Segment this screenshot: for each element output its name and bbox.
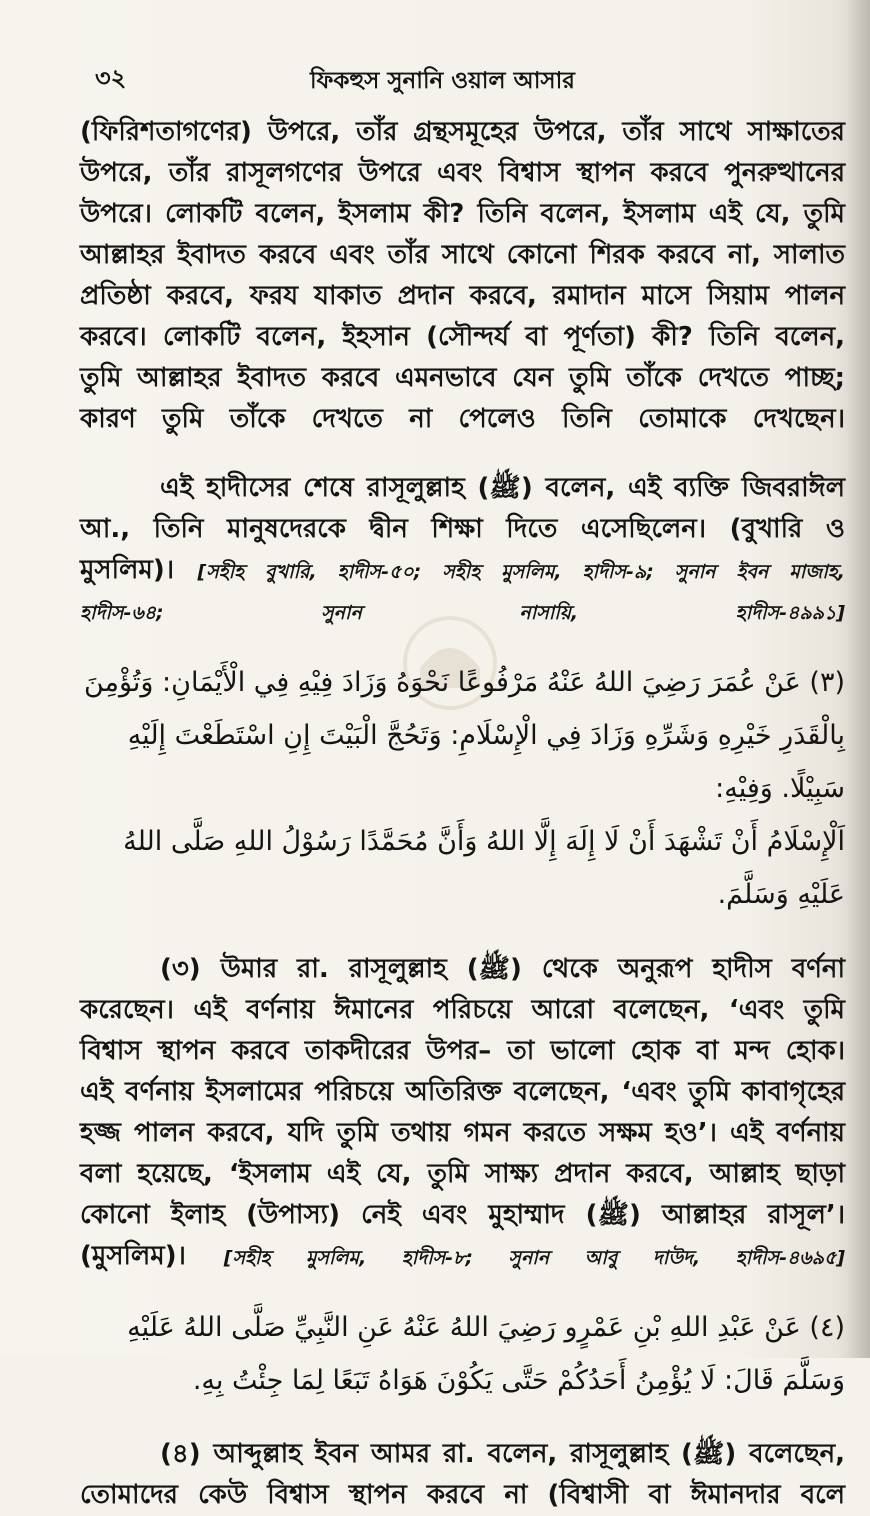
arabic-hadith-3: (٣) عَنْ عُمَرَ رَضِيَ اللهُ عَنْهُ مَرْفُوعًا نَحْوَهُ وَزَادَ فِيْهِ فِي الْأَيْمَانِ: وَتُؤْمِنَ بِالْقَدَرِ خَيْرِهِ وَشَرِّهِ وَزَادَ فِي الْإِسْلَامِ: وَتَحُجَّ الْبَيْتَ إِنِ اسْتَطَعْتَ إِلَيْهِ سَبِيْلًا. وَفِيْهِ: اَلْإِسْلَامُ أَنْ تَشْهَدَ أَنْ لَا إِلَهَ إِلَّا اللهُ وَأَنَّ مُحَمَّدًا رَسُوْلُ اللهِ صَلَّى اللهُ عَلَيْهِ وَسَلَّمَ.: [83, 667, 845, 910]
paragraph-3-citation-line: [80, 1236, 845, 1279]
paragraph-1: (ফিরিশতাগণের) উপরে, তাঁর গ্রন্থসমূহের উপরে, তাঁর সাথে সাক্ষাতের উপরে, তাঁর রাসূলগণের উপরে এবং বিশ্বাস স্থাপন করবে পুনরুত্থানের উপরে। লোকটি বলেন, ইসলাম কী? তিনি বলেন, ইসলাম এই যে, তুমি আল্লাহর ইবাদত করবে এবং তাঁর সাথে কোনো শিরক করবে না, সালাত প্রতিষ্ঠা করবে, ফরয যাকাত প্রদান করবে, রমাদান মাসে সিয়াম পালন করবে। লোকটি বলেন, ইহসান (সৌন্দর্য বা পূর্ণতা) কী? তিনি বলেন, তুমি আল্লাহর ইবাদত করবে এমনভাবে যেন তুমি তাঁকে দেখতে পাচ্ছ;: [80, 117, 845, 393]
running-title: ফিকহুস সুনানি ওয়াল আসার: [310, 68, 575, 94]
page-number: ৩২: [95, 64, 127, 92]
page-edge-shadow: [846, 0, 870, 1358]
paragraph-3-end: (মুসলিম)।: [80, 1241, 186, 1271]
paragraph-3: (৩) উমার রা. রাসূলুল্লাহ (ﷺ) থেকে অনুরূপ হাদীস বর্ণনা করেছেন। এই বর্ণনায় ঈমানের পরিচয়ে আরো বলেছেন, ‘এবং তুমি বিশ্বাস স্থাপন করবে তাকদীরের উপর– তা ভালো হোক বা মন্দ হোক। এই বর্ণনায় ইসলামের পরিচয়ে অতিরিক্ত বলেছেন, ‘এবং তুমি কাবাগৃহের হজ্জ পালন করবে, যদি তুমি তথায় গমন করতে সক্ষম হও’। এই বর্ণনায় বলা হয়েছে, ‘ইসলাম এই যে, তুমি সাক্ষ্য প্রদান করবে, আল্লাহ ছাড়া কোনো ইলাহ (উপাস্য) নেই এবং মুহাম্মাদ (ﷺ) আল্লাহর রাসূল’।: [80, 954, 846, 1230]
paragraph-1-last-line: কারণ তুমি তাঁকে দেখতে না পেলেও তিনি তোমাকে দেখছেন।: [80, 404, 845, 434]
paragraph-2-citation-line: [80, 550, 845, 593]
page-content: [80, 112, 845, 1516]
paragraph-2: এই হাদীসের শেষে রাসূলুল্লাহ (ﷺ) বলেন, এই ব্যক্তি জিবরাঈল আ., তিনি মানুষদেরকে দ্বীন শিক্ষা দিতে এসেছিলেন। (বুখারি ও: [80, 473, 845, 544]
citation-2-last-line: হাদীস-৬৪; সুনান নাসায়ি, হাদীস-৪৯৯১]: [80, 602, 845, 624]
citation-2: [সহীহ বুখারি, হাদীস-৫০; সহীহ মুসলিম, হাদীস-৯; সুনান ইবন মাজাহ,: [197, 561, 845, 583]
citation-3: [সহীহ মুসলিম, হাদীস-৮; সুনান আবু দাউদ, হাদীস-৪৬৯৫]: [223, 1247, 845, 1269]
paragraph-2-end: মুসলিম)।: [80, 555, 175, 585]
paragraph-4: (৪) আব্দুল্লাহ ইবন আমর রা. বলেন, রাসূলুল্লাহ (ﷺ) বলেছেন, তোমাদের কেউ বিশ্বাস স্থাপন করবে না (বিশ্বাসী বা ঈমানদার বলে: [80, 1439, 845, 1510]
page-header: [95, 60, 815, 100]
arabic-hadith-4: (٤) عَنْ عَبْدِ اللهِ بْنِ عَمْرٍو رَضِيَ اللهُ عَنْهُ عَنِ النَّبِيِّ صَلَّى اللهُ عَلَيْهِ وَسَلَّمَ قَالَ: لَا يُؤْمِنُ أَحَدُكُمْ حَتَّى يَكُوْنَ هَوَاهُ تَبَعًا لِمَا جِئْتُ بِهِ.: [127, 1312, 845, 1396]
